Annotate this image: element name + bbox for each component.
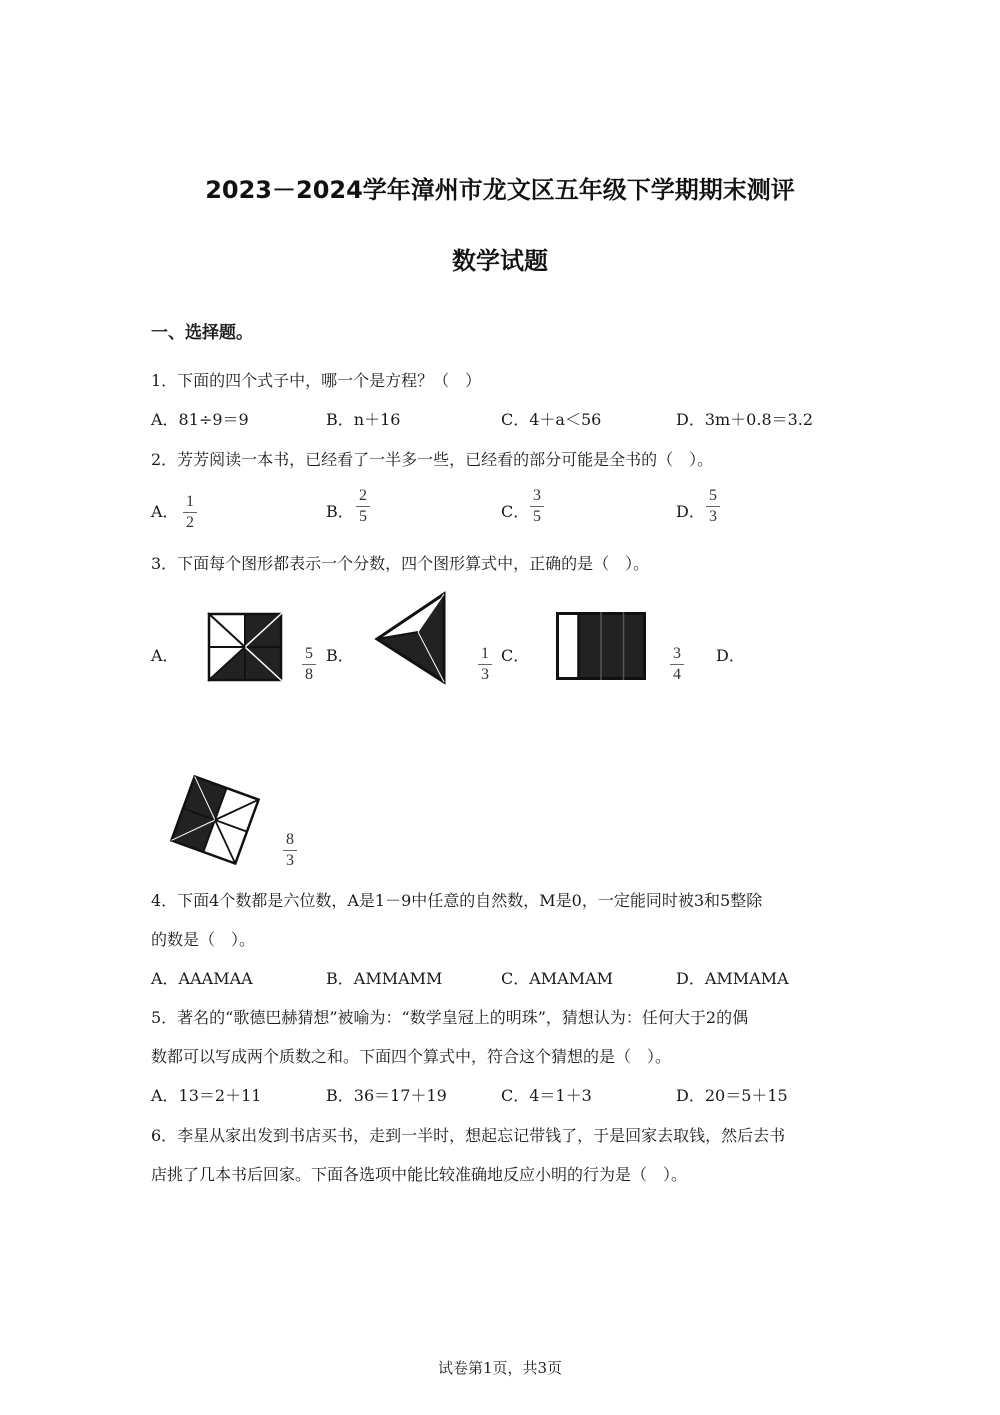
fraction-denominator: 3 [481,666,489,683]
rotated-square-eighths-figure [168,773,262,867]
fraction-denominator: 5 [359,508,367,525]
question-4-stem-line2: 的数是（ ）。 [151,930,256,949]
fraction-numerator: 3 [533,487,541,504]
fraction-bar [670,664,684,665]
fraction-bar [530,506,544,507]
fraction-bar [302,664,316,665]
question-2-stem: 2．芳芳阅读一本书，已经看了一半多一些，已经看的部分可能是全书的（ ）。 [151,450,714,469]
exam-title-line2: 数学试题 [452,247,548,275]
fraction-bar [283,850,297,851]
fraction-bar [478,664,492,665]
question-4-option-b: B．AMMAMM [326,969,443,988]
fraction-denominator: 2 [186,514,194,531]
question-5-option-b: B．36＝17＋19 [326,1086,447,1105]
fraction-numerator: 3 [673,645,681,662]
question-3-stem: 3．下面每个图形都表示一个分数，四个图形算式中，正确的是（ ）。 [151,554,650,573]
question-1-option-a: A．81÷9＝9 [151,410,249,429]
fraction-numerator: 5 [709,487,717,504]
question-2-option-c-label: C． [501,502,530,521]
question-1-option-d: D．3m＋0.8＝3.2 [676,410,814,429]
question-1-option-c: C．4＋a＜56 [501,410,602,429]
question-2-option-b-fraction [353,487,373,526]
page-footer: 试卷第1页，共3页 [437,1359,563,1377]
question-3-option-c-label: C． [501,646,530,665]
question-2-option-a-label: A． [151,502,179,521]
fraction-bar [356,506,370,507]
square-eighths-figure [208,613,282,681]
question-3-option-d-label: D． [716,646,745,665]
question-5-stem-line1: 5．著名的“歌德巴赫猜想”被喻为：“数学皇冠上的明珠”，猜想认为：任何大于2的偶 [151,1008,749,1027]
exam-title-line1: 2023－2024学年漳州市龙文区五年级下学期期末测评 [205,176,795,204]
question-5-stem-line2: 数都可以写成两个质数之和。下面四个算式中，符合这个猜想的是（ ）。 [151,1047,672,1066]
fraction-numerator: 5 [305,645,313,662]
rectangle-quarters-figure [556,612,646,680]
fraction-numerator: 1 [186,493,194,510]
question-5-option-a: A．13＝2＋11 [151,1086,262,1105]
question-2-option-c-fraction [527,487,547,526]
fraction-denominator: 5 [533,508,541,525]
question-2-option-d-fraction [703,487,723,526]
question-6-stem-line2: 店挑了几本书后回家。下面各选项中能比较准确地反应小明的行为是（ ）。 [151,1165,688,1184]
fraction-numerator: 1 [481,645,489,662]
fraction-denominator: 3 [709,508,717,525]
question-6-stem-line1: 6．李星从家出发到书店买书，走到一半时，想起忘记带钱了，于是回家去取钱，然后去书 [151,1126,786,1145]
question-3-option-b-label: B． [326,646,354,665]
triangle-thirds-figure [374,592,446,684]
question-4-option-c: C．AMAMAM [501,969,614,988]
question-3-option-b-fraction [475,645,495,684]
question-1-option-b: B．n＋16 [326,410,401,429]
question-4-stem-line1: 4．下面4个数都是六位数，A是1－9中任意的自然数，M是0，一定能同时被3和5整除 [151,891,763,910]
section-heading: 一、选择题。 [151,323,253,343]
question-1-stem: 1．下面的四个式子中，哪一个是方程？（ ） [151,371,482,390]
question-5-option-d: D．20＝5＋15 [676,1086,788,1105]
question-3-option-a-fraction [299,645,319,684]
question-2-option-b-label: B． [326,502,354,521]
fraction-denominator: 4 [673,666,681,683]
question-4-option-d: D．AMMAMA [676,969,789,988]
question-5-option-c: C．4＝1＋3 [501,1086,592,1105]
question-2-option-d-label: D． [676,502,705,521]
fraction-bar [183,512,197,513]
question-2-option-a-fraction [180,493,200,532]
fraction-numerator: 2 [359,487,367,504]
fraction-denominator: 3 [286,852,294,869]
question-3-option-a-label: A． [151,646,179,665]
fraction-bar [706,506,720,507]
question-3-option-d-fraction [280,831,300,870]
fraction-denominator: 8 [305,666,313,683]
fraction-numerator: 8 [286,831,294,848]
question-4-option-a: A．AAAMAA [151,969,253,988]
question-3-option-c-fraction [667,645,687,684]
